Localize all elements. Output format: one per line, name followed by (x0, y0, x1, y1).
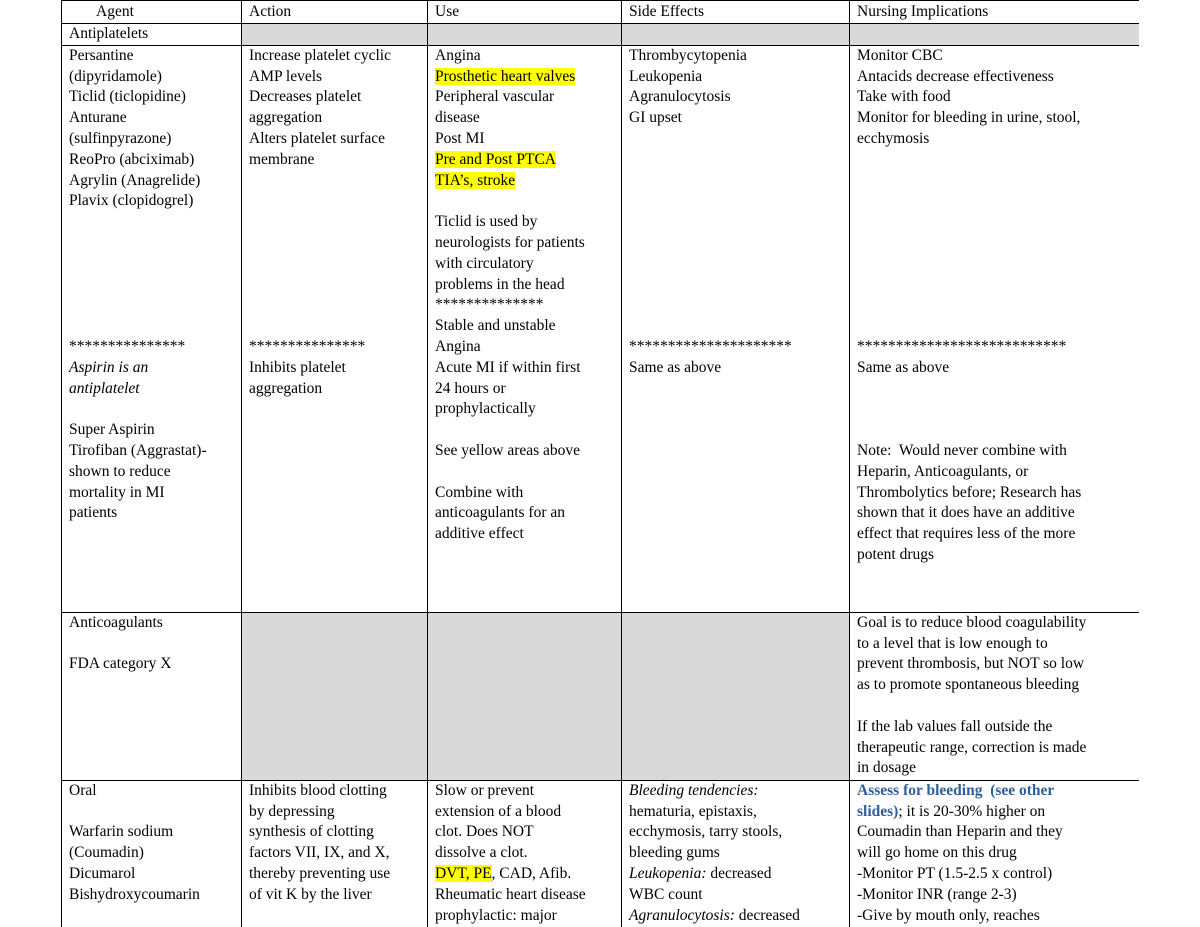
aspirin-use-line: 24 hours or (435, 379, 506, 397)
separator-stars: *************************** (857, 337, 1067, 355)
oral-nursing-line: -Give by mouth only, reaches (857, 906, 1040, 924)
nursing-line: Monitor CBC (857, 46, 943, 64)
separator-stars: *************** (249, 337, 366, 355)
agent-line: Ticlid (ticlopidine) (69, 88, 186, 106)
oral-agent-line: (Coumadin) (69, 844, 144, 862)
oral-agent-line: Bishydroxycoumarin (69, 885, 200, 903)
goal-line: as to promote spontaneous bleeding (857, 676, 1080, 694)
oral-use-line: prophylactic: major (435, 906, 557, 924)
combine-line: anticoagulants for an (435, 504, 565, 522)
agranulocytosis-text: decreased (734, 906, 800, 924)
oral-row (62, 780, 1140, 927)
oral-action-line: synthesis of clotting (249, 823, 374, 841)
oral-title: Oral (69, 781, 97, 799)
aspirin-use-line: Acute MI if within first (435, 358, 581, 376)
gray-cell (428, 612, 622, 780)
oral-use-line: Rheumatic heart disease (435, 885, 586, 903)
aspirin-use-line: Angina (435, 337, 481, 355)
aspirin-use-line: prophylactically (435, 400, 536, 418)
action-line: Alters platelet surface (249, 129, 385, 147)
range-line: in dosage (857, 759, 916, 777)
anticoagulants-nursing-cell (850, 612, 1140, 780)
bleeding-line: bleeding gums (629, 844, 720, 862)
use-highlighted-dvt-pe: DVT, PE (435, 864, 492, 882)
combine-line: additive effect (435, 525, 524, 543)
super-aspirin-line: mortality in MI (69, 483, 165, 501)
antiplatelets-agent-cell (62, 45, 242, 612)
range-line: therapeutic range, correction is made (857, 738, 1087, 756)
note-line: Heparin, Anticoagulants, or (857, 462, 1029, 480)
oral-use-line: extension of a blood (435, 802, 562, 820)
oral-agent-cell (62, 780, 242, 927)
oral-action-line: factors VII, IX, and X, (249, 844, 390, 862)
action-line: AMP levels (249, 67, 323, 85)
gray-cell (242, 24, 428, 46)
oral-use-line: , CAD, Afib. (491, 864, 572, 882)
oral-action-line: of vit K by the liver (249, 885, 372, 903)
note-line: effect that requires less of the more (857, 525, 1076, 543)
leukopenia-label: Leukopenia: (629, 864, 707, 882)
oral-agent-line: Warfarin sodium (69, 823, 174, 841)
action-line: aggregation (249, 109, 323, 127)
side-effect-line: Leukopenia (629, 67, 703, 85)
oral-side-effects-cell (622, 780, 850, 927)
note-line: Note: Would never combine with (857, 441, 1067, 459)
antiplatelets-label: Antiplatelets (62, 24, 242, 46)
use-line: disease (435, 109, 480, 127)
header-use: Use (428, 1, 622, 24)
same-as-above: Same as above (629, 358, 722, 376)
antiplatelets-side-effects-cell (622, 45, 850, 612)
oral-action-cell (242, 780, 428, 927)
agent-line: ReoPro (abciximab) (69, 150, 195, 168)
nursing-line: Monitor for bleeding in urine, stool, (857, 109, 1081, 127)
aspirin-action-line: Inhibits platelet (249, 358, 346, 376)
antiplatelets-nursing-cell (850, 45, 1140, 612)
anticoagulants-agent-cell (62, 612, 242, 780)
header-side-effects: Side Effects (622, 1, 850, 24)
nursing-line: Take with food (857, 88, 951, 106)
action-line: membrane (249, 150, 315, 168)
same-as-above: Same as above (857, 358, 950, 376)
aspirin-action-line: aggregation (249, 379, 323, 397)
agent-line: Plavix (clopidogrel) (69, 192, 194, 210)
oral-use-line: dissolve a clot. (435, 844, 528, 862)
antiplatelets-action-cell (242, 45, 428, 612)
super-aspirin-line: Tirofiban (Aggrastat)- (69, 441, 207, 459)
wbc-line: WBC count (629, 885, 703, 903)
ticlid-note-line: Ticlid is used by (435, 213, 538, 231)
bleeding-line: ecchymosis, tarry stools, (629, 823, 783, 841)
agranulocytosis-label: Agranulocytosis: (629, 906, 735, 924)
action-line: Decreases platelet (249, 88, 362, 106)
use-line: Post MI (435, 129, 485, 147)
use-highlighted-ptca: Pre and Post PTCA (435, 150, 556, 168)
separator-stars: *************** (69, 337, 186, 355)
agent-line: Anturane (69, 109, 127, 127)
goal-line: prevent thrombosis, but NOT so low (857, 655, 1085, 673)
use-highlighted-prosthetic: Prosthetic heart valves (435, 67, 576, 85)
side-effect-line: Thrombycytopenia (629, 46, 747, 64)
header-agent: Agent (62, 1, 242, 24)
oral-action-line: by depressing (249, 802, 335, 820)
oral-use-line: clot. Does NOT (435, 823, 534, 841)
nursing-line: Antacids decrease effectiveness (857, 67, 1054, 85)
assess-bleeding-line: Assess for bleeding (see other (857, 781, 1055, 799)
leukopenia-text: decreased (706, 864, 772, 882)
aspirin-note-line: antiplatelet (69, 379, 140, 397)
aspirin-note-line: Aspirin is an (69, 358, 149, 376)
action-line: Increase platelet cyclic (249, 46, 391, 64)
goal-line: Goal is to reduce blood coagulability (857, 613, 1087, 631)
oral-use-line: Slow or prevent (435, 781, 535, 799)
oral-use-cell (428, 780, 622, 927)
header-action: Action (242, 1, 428, 24)
header-row (62, 1, 1140, 24)
drug-table (61, 0, 1139, 927)
fda-category: FDA category X (69, 655, 172, 673)
bleeding-line: hematuria, epistaxis, (629, 802, 757, 820)
use-line: Peripheral vascular (435, 88, 555, 106)
gray-cell (428, 24, 622, 46)
ticlid-note-line: problems in the head (435, 275, 565, 293)
agent-line: (dipyridamole) (69, 67, 162, 85)
anticoagulants-label: Anticoagulants (69, 613, 163, 631)
note-line: shown that it does have an additive (857, 504, 1075, 522)
ticlid-note-line: with circulatory (435, 254, 534, 272)
agent-line: Persantine (69, 46, 134, 64)
oral-nursing-line: will go home on this drug (857, 844, 1017, 862)
see-yellow-line: See yellow areas above (435, 441, 581, 459)
oral-nursing-cell (850, 780, 1140, 927)
bleeding-label: Bleeding tendencies: (629, 781, 759, 799)
gray-cell (242, 612, 428, 780)
agent-line: Agrylin (Anagrelide) (69, 171, 201, 189)
super-aspirin-line: patients (69, 504, 118, 522)
document-page (61, 0, 1139, 927)
oral-agent-line: Dicumarol (69, 864, 136, 882)
goal-line: to a level that is low enough to (857, 634, 1048, 652)
gray-cell (622, 24, 850, 46)
antiplatelets-use-cell (428, 45, 622, 612)
ticlid-note-line: neurologists for patients (435, 233, 585, 251)
range-line: If the lab values fall outside the (857, 717, 1053, 735)
antiplatelets-row (62, 45, 1140, 612)
gray-cell (850, 24, 1140, 46)
header-nursing: Nursing Implications (850, 1, 1140, 24)
oral-nursing-line: Coumadin than Heparin and they (857, 823, 1063, 841)
assess-bleeding-slides: slides) (857, 802, 899, 820)
side-effect-line: Agranulocytosis (629, 88, 731, 106)
super-aspirin-line: shown to reduce (69, 462, 171, 480)
aspirin-use-line: Stable and unstable (435, 317, 556, 335)
gray-cell (622, 612, 850, 780)
oral-action-line: Inhibits blood clotting (249, 781, 387, 799)
oral-action-line: thereby preventing use (249, 864, 391, 882)
oral-nursing-line: -Monitor PT (1.5-2.5 x control) (857, 864, 1053, 882)
agent-line: (sulfinpyrazone) (69, 129, 172, 147)
oral-nursing-line: -Monitor INR (range 2-3) (857, 885, 1017, 903)
super-aspirin-line: Super Aspirin (69, 421, 155, 439)
anticoagulants-row (62, 612, 1140, 780)
note-line: Thrombolytics before; Research has (857, 483, 1082, 501)
assess-text: ; it is 20-30% higher on (898, 802, 1046, 820)
separator-stars: ************** (435, 296, 544, 314)
use-highlighted-tia: TIA’s, stroke (435, 171, 516, 189)
note-line: potent drugs (857, 545, 935, 563)
side-effect-line: GI upset (629, 109, 682, 127)
use-line: Angina (435, 46, 481, 64)
separator-stars: ********************* (629, 337, 792, 355)
combine-line: Combine with (435, 483, 524, 501)
antiplatelets-section-row (62, 24, 1140, 46)
nursing-line: ecchymosis (857, 129, 930, 147)
